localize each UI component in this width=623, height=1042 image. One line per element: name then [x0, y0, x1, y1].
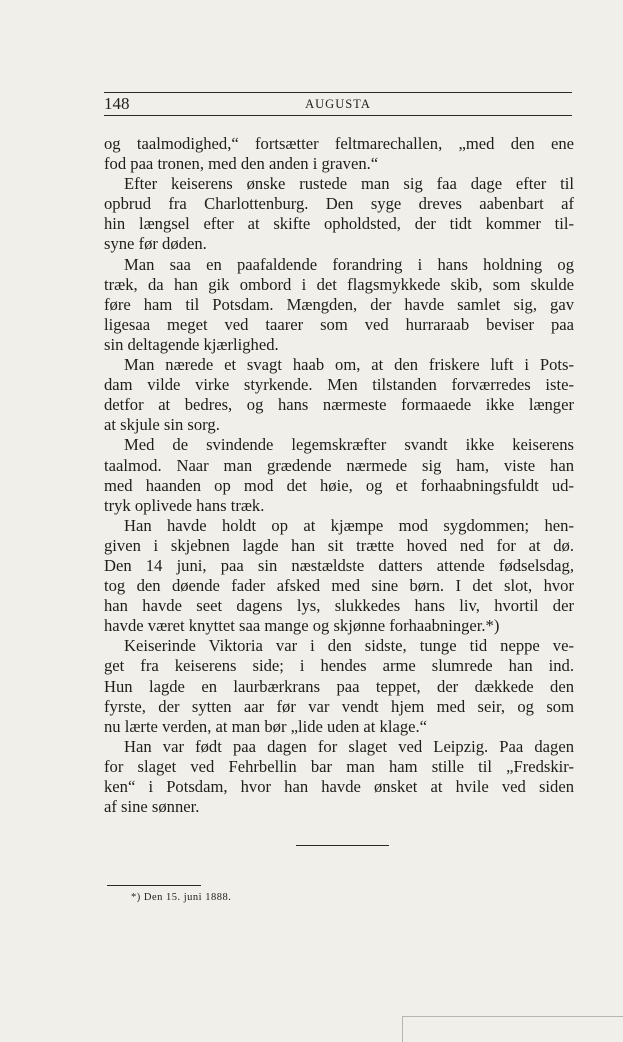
text-line: ken“ i Potsdam, hvor han havde ønsket at hvile ved siden [104, 777, 574, 796]
section-divider [296, 845, 389, 846]
text-line: Keiserinde Viktoria var i den sidste, tunge tid neppe ve- [124, 636, 574, 656]
text-line: taalmod. Naar man grædende nærmede sig ham, viste han [104, 455, 574, 475]
text-line: opbrud fra Charlottenburg. Den syge dreves aabenbart af [104, 194, 574, 214]
running-head: AUGUSTA [305, 97, 371, 111]
text-line: Han havde holdt op at kjæmpe mod sygdommen; hen- [124, 515, 574, 535]
text-line: Han var født paa dagen for slaget ved Leipzig. Paa dagen [124, 736, 574, 756]
page-header [104, 92, 572, 116]
text-line: med haanden op mod det høie, og et forhaabningsfuldt ud- [104, 475, 574, 495]
text-line: Den 14 juni, paa sin næstældste datters attende fødselsdag, [104, 555, 574, 575]
text-line: træk, da han gik ombord i det flagsmykkede skib, som skulde [104, 274, 574, 294]
text-line: havde været knyttet saa mange og skjønne forhaabninger.*) [104, 616, 500, 636]
scan-edge-mark [402, 1016, 623, 1042]
page-number: 148 [104, 94, 130, 113]
text-line: detfor at bedres, og hans nærmeste formaaede ikke længer [104, 395, 574, 415]
text-line: nu lærte verden, at man bør „lide uden at klage.“ [104, 716, 427, 736]
text-line: Efter keiserens ønske rustede man sig faa dage efter til [124, 174, 574, 194]
text-line: fod paa tronen, med den anden i graven.“ [104, 154, 379, 174]
text-line: dam vilde virke styrkende. Men tilstanden forværredes iste- [104, 375, 574, 395]
text-line: sin deltagende kjærlighed. [104, 334, 279, 354]
text-line: given i skjebnen lagde han sit trætte hoved ned for at dø. [104, 535, 574, 555]
text-line: Hun lagde en laurbærkrans paa teppet, der dækkede den [104, 676, 574, 696]
text-line: get fra keiserens side; i hendes arme slumrede han ind. [104, 656, 574, 676]
text-line: Med de svindende legemskræfter svandt ikke keiserens [124, 435, 574, 455]
text-line: for slaget ved Fehrbellin bar man ham stille til „Fredskir- [104, 756, 574, 776]
text-line: tryk oplivede hans træk. [104, 495, 265, 515]
text-line: af sine sønner. [104, 797, 200, 817]
footnote: *) Den 15. juni 1888. [131, 892, 232, 903]
text-line: ligesaa meget ved taarer som ved hurraraab beviser paa [104, 314, 574, 334]
text-line: at skjule sin sorg. [104, 415, 220, 435]
text-line: hin længsel efter at skifte opholdsted, der tidt kommer til- [104, 214, 574, 234]
text-line: han havde seet dagens lys, slukkedes hans liv, hvortil der [104, 596, 574, 616]
footnote-divider [107, 885, 201, 886]
text-line: Man saa en paafaldende forandring i hans holdning og [124, 254, 574, 274]
text-line: syne før døden. [104, 234, 207, 254]
text-line: tog den døende fader afsked med sine børn. I det slot, hvor [104, 576, 574, 596]
text-line: og taalmodighed,“ fortsætter feltmarechallen, „med den ene [104, 134, 574, 153]
text-line: fyrste, der sytten aar før var vendt hjem med seir, og som [104, 696, 574, 716]
text-line: føre ham til Potsdam. Mængden, der havde samlet sig, gav [104, 294, 574, 314]
text-line: Man nærede et svagt haab om, at den friskere luft i Pots- [124, 355, 574, 375]
body-text [104, 134, 574, 817]
